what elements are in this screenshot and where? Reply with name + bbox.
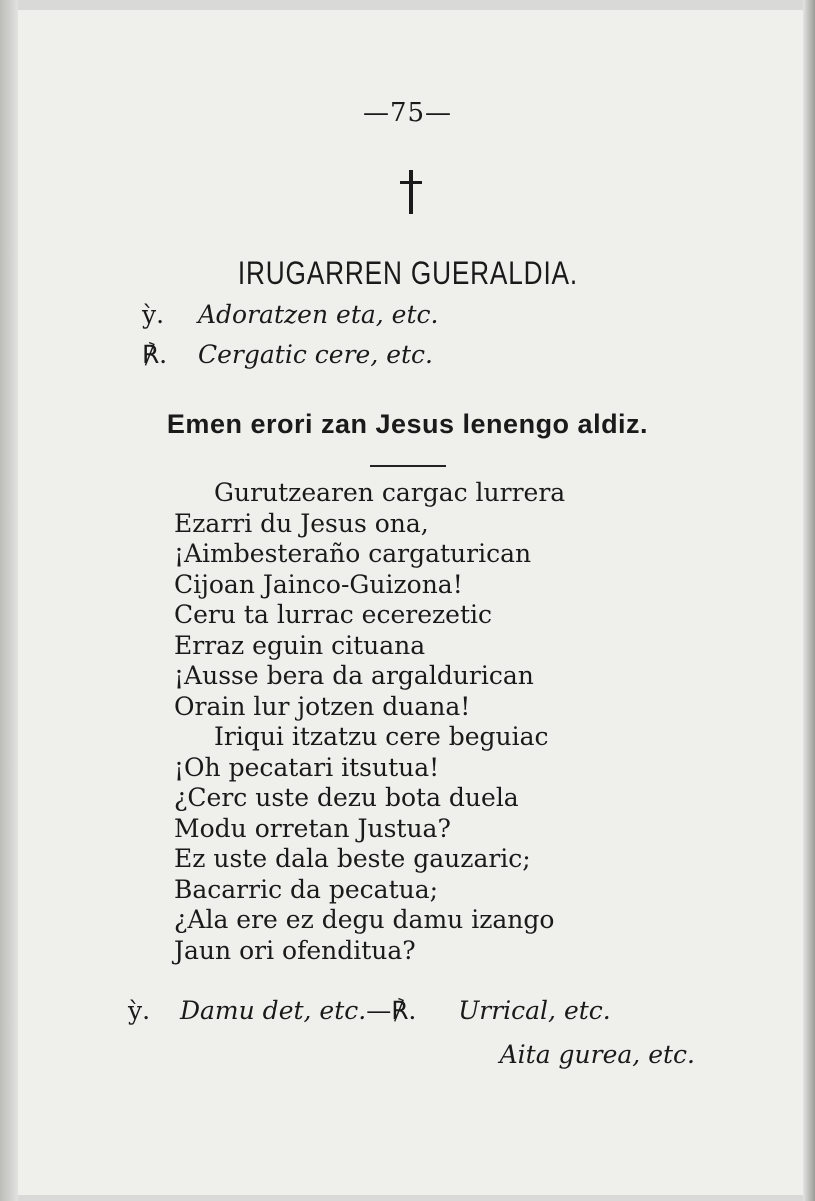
poem-line: ¿Cerc uste dezu bota duela xyxy=(174,783,519,812)
versicle-mark: ỳ. xyxy=(142,300,165,329)
cross-icon xyxy=(398,170,424,214)
response-mark: ℟. xyxy=(142,340,168,369)
poem-line: Orain lur jotzen duana! xyxy=(174,691,471,721)
page-number: —75— xyxy=(362,98,453,128)
poem-line: Ez uste dala beste gauzaric; xyxy=(174,844,531,873)
poem-line: Modu orretan Justua? xyxy=(174,813,451,843)
page-gutter xyxy=(0,0,18,1201)
poem-line: Ezarri du Jesus ona, xyxy=(174,508,429,538)
poem-line: Bacarric da pecatua; xyxy=(174,874,439,904)
closing-response-line xyxy=(128,996,611,1025)
response-text: Cergatic cere, etc. xyxy=(198,340,433,369)
poem-line: Erraz eguin cituana xyxy=(174,630,426,660)
closing-response-text: Urrical, etc. xyxy=(458,996,611,1025)
closing-dash: — xyxy=(366,996,392,1025)
versicle-text: Adoratzen eta, etc. xyxy=(198,300,439,329)
poem-line: Jaun ori ofenditua? xyxy=(174,935,416,965)
poem xyxy=(174,478,565,966)
poem-line: Gurutzearen cargac lurrera xyxy=(214,478,566,507)
poem-line: ¿Ala ere ez degu damu izango xyxy=(174,905,555,934)
page-edge xyxy=(803,0,815,1201)
poem-line: ¡Aimbesteraño cargaturican xyxy=(174,539,532,568)
divider-rule xyxy=(370,465,446,467)
poem-line: Cijoan Jainco-Guizona! xyxy=(174,569,463,599)
response-line xyxy=(142,340,433,369)
station-subtitle: Emen erori zan Jesus lenengo aldiz. xyxy=(166,409,649,439)
closing-response-mark: ℟. xyxy=(391,996,417,1025)
poem-line: ¡Ausse bera da argaldurican xyxy=(174,661,534,690)
poem-line: Iriqui itzatzu cere beguiac xyxy=(214,722,549,751)
closing-versicle-mark: ỳ. xyxy=(128,996,151,1025)
closing-prayer: Aita gurea, etc. xyxy=(499,1040,695,1069)
poem-line: Ceru ta lurrac ecerezetic xyxy=(174,600,493,629)
versicle-line xyxy=(142,300,438,329)
closing-versicle-text: Damu det, etc. xyxy=(179,996,367,1025)
poem-line: ¡Oh pecatari itsutua! xyxy=(174,752,440,782)
section-heading: IRUGARREN GUERALDIA. xyxy=(237,255,578,291)
